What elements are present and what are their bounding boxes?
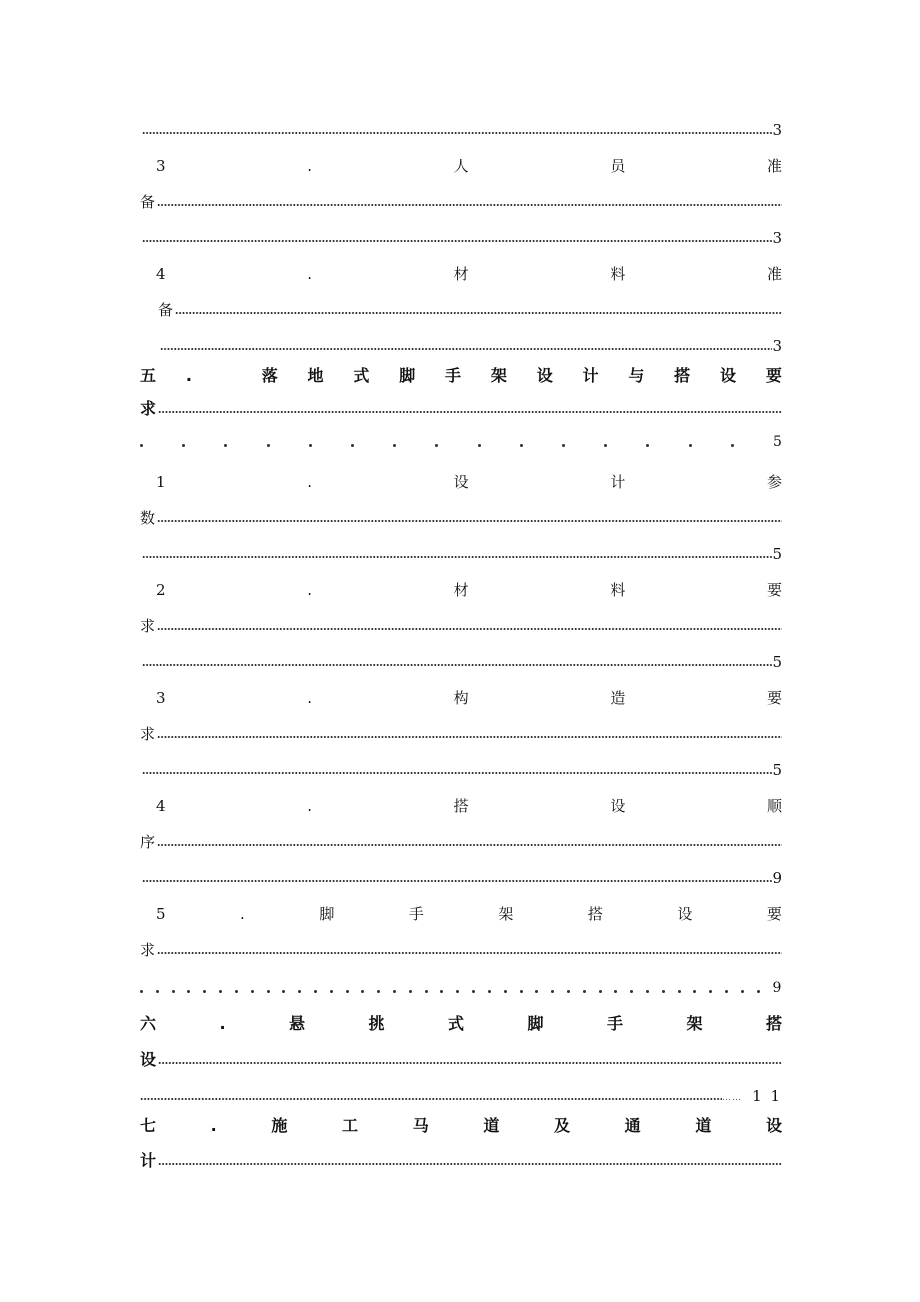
entry-separator: . (307, 688, 312, 707)
toc-entry-structure-req (140, 685, 782, 711)
entry-char: 搭 (453, 796, 469, 815)
dot-leader (157, 736, 782, 738)
section-char: 挑 (368, 1014, 385, 1033)
section-char: 设 (765, 1116, 782, 1135)
dot (757, 990, 760, 993)
dot (725, 990, 728, 993)
entry-char: 设 (610, 796, 626, 815)
dot (425, 990, 428, 993)
entry-char: 材 (453, 580, 469, 599)
section-number: 七 (140, 1116, 157, 1135)
section-char: 手 (606, 1014, 623, 1033)
entry-tail-char: 数 (140, 508, 156, 527)
toc-entry-tail (140, 297, 782, 323)
dot (235, 990, 238, 993)
dot (520, 444, 523, 447)
dot (330, 990, 333, 993)
toc-entry-tail (140, 189, 782, 215)
section-char: 计 (582, 366, 599, 385)
dot (567, 990, 570, 993)
dot (551, 990, 554, 993)
section-char: 及 (554, 1116, 571, 1135)
dot (520, 990, 523, 993)
toc-section-five (140, 363, 782, 389)
toc-page (140, 0, 782, 1302)
section-char: 架 (490, 366, 507, 385)
dot (604, 444, 607, 447)
dot-leader (142, 240, 772, 242)
dot (472, 990, 475, 993)
entry-tail-char: 求 (140, 940, 156, 959)
toc-entry-tail (140, 613, 782, 639)
section-char: 式 (448, 1014, 465, 1033)
entry-separator: . (307, 472, 312, 491)
dot (182, 444, 185, 447)
dot (583, 990, 586, 993)
dot-leader (142, 664, 772, 666)
section-char: 与 (628, 366, 645, 385)
page-number: 3 (772, 228, 782, 247)
dot (172, 990, 175, 993)
entry-separator: . (307, 580, 312, 599)
entry-char: 准 (766, 264, 782, 283)
section-char: 落 (261, 366, 278, 385)
section-separator: . (185, 366, 192, 385)
dot-leader (157, 204, 782, 206)
entry-char: 要 (766, 688, 782, 707)
entry-char: 料 (610, 580, 626, 599)
toc-leader-row (140, 1083, 782, 1109)
dot (140, 444, 143, 447)
toc-section-tail (140, 396, 782, 422)
dot (298, 990, 301, 993)
entry-char: 脚 (319, 904, 335, 923)
entry-separator: . (240, 904, 245, 923)
section-char: 道 (483, 1116, 500, 1135)
dot (267, 990, 270, 993)
page-number: 5 (772, 760, 782, 779)
entry-separator: . (307, 264, 312, 283)
dot (409, 990, 412, 993)
dot (456, 990, 459, 993)
entry-number: 5 (156, 904, 166, 923)
toc-leader-row (140, 649, 782, 675)
dot-leader (157, 844, 782, 846)
entry-char: 手 (408, 904, 424, 923)
toc-leader-row (140, 117, 782, 143)
toc-section-seven (140, 1113, 782, 1139)
entry-char: 造 (610, 688, 626, 707)
entry-char: 设 (453, 472, 469, 491)
section-number: 五 (140, 366, 157, 385)
section-separator: . (219, 1014, 226, 1033)
page-number: 9 (772, 980, 782, 996)
toc-entry-tail (140, 829, 782, 855)
entry-char: 参 (766, 472, 782, 491)
entry-char: 要 (766, 580, 782, 599)
section-char: 脚 (399, 366, 416, 385)
toc-leader-row (140, 225, 782, 251)
entry-char: 构 (453, 688, 469, 707)
toc-entry-people (140, 153, 782, 179)
dot-leader (157, 952, 782, 954)
entry-char: 顺 (766, 796, 782, 815)
dot (187, 990, 190, 993)
dot (535, 990, 538, 993)
dot (478, 444, 481, 447)
dot-leader (142, 132, 772, 134)
dot-leader (160, 348, 772, 350)
dot (267, 444, 270, 447)
entry-tail-char: 备 (140, 192, 156, 211)
dot (488, 990, 491, 993)
entry-char: 员 (610, 156, 626, 175)
dot (689, 444, 692, 447)
toc-leader-row (140, 541, 782, 567)
section-char: 要 (765, 366, 782, 385)
dot (709, 990, 712, 993)
dot (599, 990, 602, 993)
dot (731, 444, 734, 447)
entry-number: 3 (156, 688, 166, 707)
dot (393, 444, 396, 447)
dot (309, 444, 312, 447)
dot (140, 990, 143, 993)
dot (282, 990, 285, 993)
entry-char: 要 (766, 904, 782, 923)
entry-char: 架 (498, 904, 514, 923)
toc-sparse-leader-row (140, 429, 782, 455)
dot (630, 990, 633, 993)
dot (504, 990, 507, 993)
section-separator: . (210, 1116, 217, 1135)
entry-number: 4 (156, 264, 166, 283)
section-char: 通 (624, 1116, 641, 1135)
entry-char: 设 (677, 904, 693, 923)
section-number: 六 (140, 1014, 157, 1033)
toc-entry-tail (140, 505, 782, 531)
toc-entry-tail (140, 937, 782, 963)
page-number: 5 (773, 434, 782, 450)
dot (393, 990, 396, 993)
entry-tail-char: 求 (140, 724, 156, 743)
entry-tail-char: 序 (140, 832, 156, 851)
entry-char: 计 (610, 472, 626, 491)
dot (377, 990, 380, 993)
dot (646, 990, 649, 993)
entry-number: 2 (156, 580, 166, 599)
toc-section-six (140, 1011, 782, 1037)
section-tail-char: 求 (140, 399, 157, 418)
entry-separator: . (307, 796, 312, 815)
dot-leader (157, 520, 782, 522)
page-number: 3 (772, 120, 782, 139)
section-char: 手 (445, 366, 462, 385)
dot (251, 990, 254, 993)
toc-entry-material (140, 261, 782, 287)
section-char: 马 (412, 1116, 429, 1135)
section-char: 设 (536, 366, 553, 385)
dot-leader (140, 1098, 722, 1100)
section-tail-char: 设 (140, 1050, 157, 1069)
dot-leader (175, 312, 782, 314)
dot (203, 990, 206, 993)
dot (435, 444, 438, 447)
dot (224, 444, 227, 447)
toc-entry-design-params (140, 469, 782, 495)
dot (351, 444, 354, 447)
dot (156, 990, 159, 993)
dot (314, 990, 317, 993)
entry-separator: . (307, 156, 312, 175)
dot (440, 990, 443, 993)
toc-entry-scaffold-req (140, 901, 782, 927)
page-number: 5 (772, 544, 782, 563)
page-number: 3 (772, 336, 782, 355)
dot-leader (158, 1062, 782, 1064)
dot (662, 990, 665, 993)
section-tail-char: 计 (140, 1151, 157, 1170)
entry-char: 搭 (587, 904, 603, 923)
toc-entry-material-req (140, 577, 782, 603)
toc-entry-tail (140, 721, 782, 747)
section-char: 搭 (674, 366, 691, 385)
dot-leader (158, 1163, 782, 1165)
dot (346, 990, 349, 993)
entry-number: 4 (156, 796, 166, 815)
dot (361, 990, 364, 993)
toc-sparse-leader-row (140, 975, 782, 1001)
ellipsis: …… (722, 1092, 743, 1103)
dot-leader (158, 411, 782, 413)
section-char: 设 (720, 366, 737, 385)
section-char: 施 (271, 1116, 288, 1135)
page-number: 9 (772, 868, 782, 887)
dot (741, 990, 744, 993)
section-char: 悬 (289, 1014, 306, 1033)
entry-tail-char: 备 (158, 300, 174, 319)
dot-leader (142, 772, 772, 774)
entry-char: 准 (766, 156, 782, 175)
toc-section-tail (140, 1148, 782, 1174)
dot (693, 990, 696, 993)
section-char: 搭 (765, 1014, 782, 1033)
section-char: 式 (353, 366, 370, 385)
section-char: 工 (342, 1116, 359, 1135)
entry-tail-char: 求 (140, 616, 156, 635)
toc-leader-row (140, 333, 782, 359)
section-char: 地 (307, 366, 324, 385)
dot-leader (142, 556, 772, 558)
entry-char: 料 (610, 264, 626, 283)
dot (614, 990, 617, 993)
section-char: 架 (686, 1014, 703, 1033)
dot-leader (157, 628, 782, 630)
toc-section-tail (140, 1047, 782, 1073)
entry-char: 材 (453, 264, 469, 283)
entry-char: 人 (453, 156, 469, 175)
dot-leader (142, 880, 772, 882)
page-number: 5 (772, 652, 782, 671)
toc-leader-row (140, 865, 782, 891)
section-char: 道 (695, 1116, 712, 1135)
dot (562, 444, 565, 447)
page-number: 1 1 (752, 1086, 782, 1105)
section-char: 脚 (527, 1014, 544, 1033)
dot (678, 990, 681, 993)
toc-entry-erection-order (140, 793, 782, 819)
entry-number: 1 (156, 472, 166, 491)
dot (219, 990, 222, 993)
toc-leader-row (140, 757, 782, 783)
entry-number: 3 (156, 156, 166, 175)
dot (646, 444, 649, 447)
